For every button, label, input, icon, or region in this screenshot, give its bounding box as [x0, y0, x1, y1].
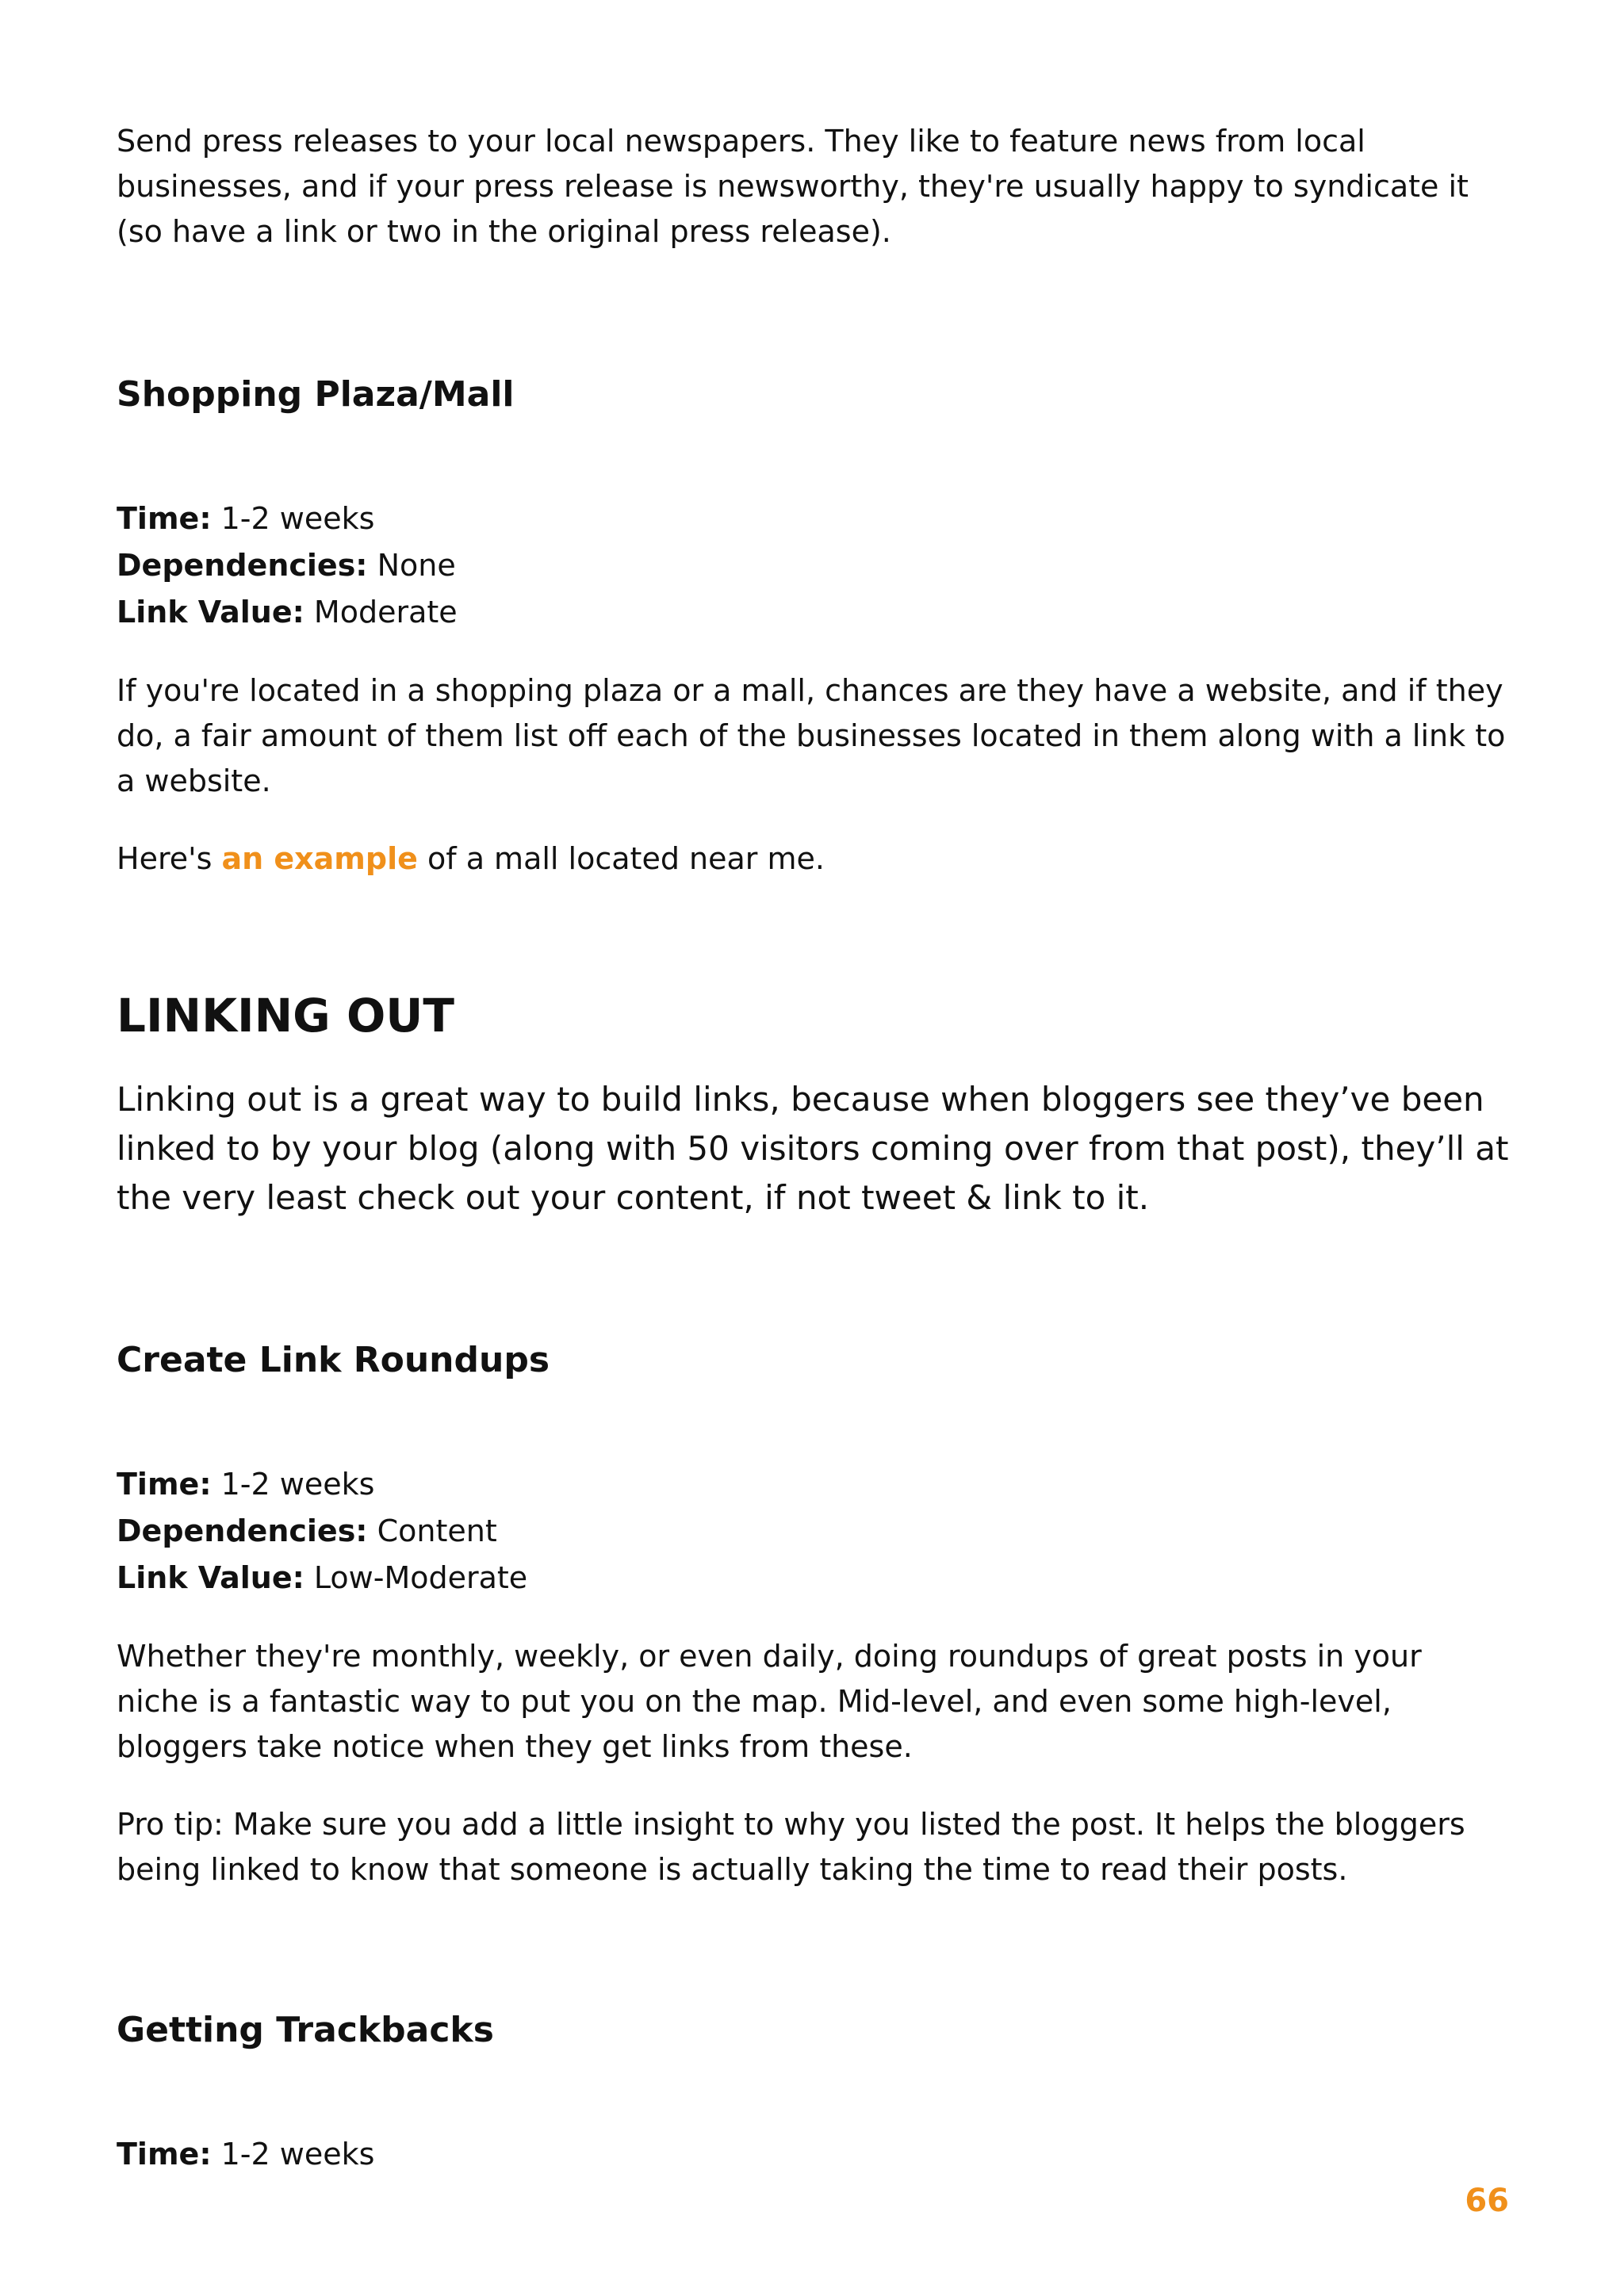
- roundups-meta: [117, 1461, 1512, 1601]
- meta-dependencies-value: None: [377, 548, 456, 583]
- meta-time: [117, 496, 1512, 542]
- meta-link-value: [117, 589, 1512, 636]
- shopping-body: If you're located in a shopping plaza or a mall, chances are they have a website, and if they do, a fair amount of them list off each of the businesses located in them along with a link to a website.: [117, 673, 1506, 798]
- meta-time: [117, 2131, 1512, 2178]
- section-heading-linking-out: LINKING OUT: [117, 989, 454, 1043]
- meta-dependencies-value: Content: [377, 1513, 497, 1548]
- section-heading-roundups: Create Link Roundups: [117, 1340, 550, 1380]
- meta-dependencies: [117, 542, 1512, 589]
- example-link[interactable]: an example: [221, 841, 418, 876]
- meta-link-value-value: Low-Moderate: [313, 1560, 528, 1595]
- meta-link-value-label: Link Value:: [117, 1560, 304, 1595]
- meta-time-value: 1-2 weeks: [220, 1467, 375, 1502]
- section-heading-shopping: Shopping Plaza/Mall: [117, 374, 515, 415]
- example-suffix: of a mall located near me.: [417, 841, 825, 876]
- meta-dependencies: [117, 1508, 1512, 1555]
- meta-time-label: Time:: [117, 501, 212, 536]
- linking-out-lead: Linking out is a great way to build links, because when bloggers see they’ve been linked to by your blog (along with 50 visitors coming over from that post), they’ll at the very least check out your content, if not tweet & link to it.: [117, 1080, 1509, 1217]
- meta-dependencies-label: Dependencies:: [117, 548, 368, 583]
- example-prefix: Here's: [117, 841, 222, 876]
- page-number: 66: [1465, 2183, 1509, 2219]
- intro-paragraph: Send press releases to your local newspapers. They like to feature news from local businesses, and if your press release is newsworthy, they're usually happy to syndicate it (so have a link or two in the original press release).: [117, 124, 1469, 249]
- meta-time: [117, 1461, 1512, 1508]
- meta-time-label: Time:: [117, 1467, 212, 1502]
- trackbacks-meta: [117, 2131, 1512, 2178]
- shopping-example: [117, 836, 1512, 882]
- roundups-pro-tip: Pro tip: Make sure you add a little insight to why you listed the post. It helps the bloggers being linked to know that someone is actually taking the time to read their posts.: [117, 1807, 1465, 1887]
- meta-time-label: Time:: [117, 2137, 212, 2172]
- meta-time-value: 1-2 weeks: [220, 501, 375, 536]
- meta-link-value-label: Link Value:: [117, 595, 304, 629]
- meta-time-value: 1-2 weeks: [220, 2137, 375, 2172]
- page-content: [117, 119, 1512, 2178]
- meta-dependencies-label: Dependencies:: [117, 1513, 368, 1548]
- shopping-meta: [117, 496, 1512, 636]
- meta-link-value-value: Moderate: [313, 595, 458, 629]
- section-heading-trackbacks: Getting Trackbacks: [117, 2010, 494, 2050]
- roundups-body: Whether they're monthly, weekly, or even daily, doing roundups of great posts in your niche is a fantastic way to put you on the map. Mid-level, and even some high-level, bloggers take notice when they get links from these.: [117, 1639, 1422, 1764]
- meta-link-value: [117, 1555, 1512, 1601]
